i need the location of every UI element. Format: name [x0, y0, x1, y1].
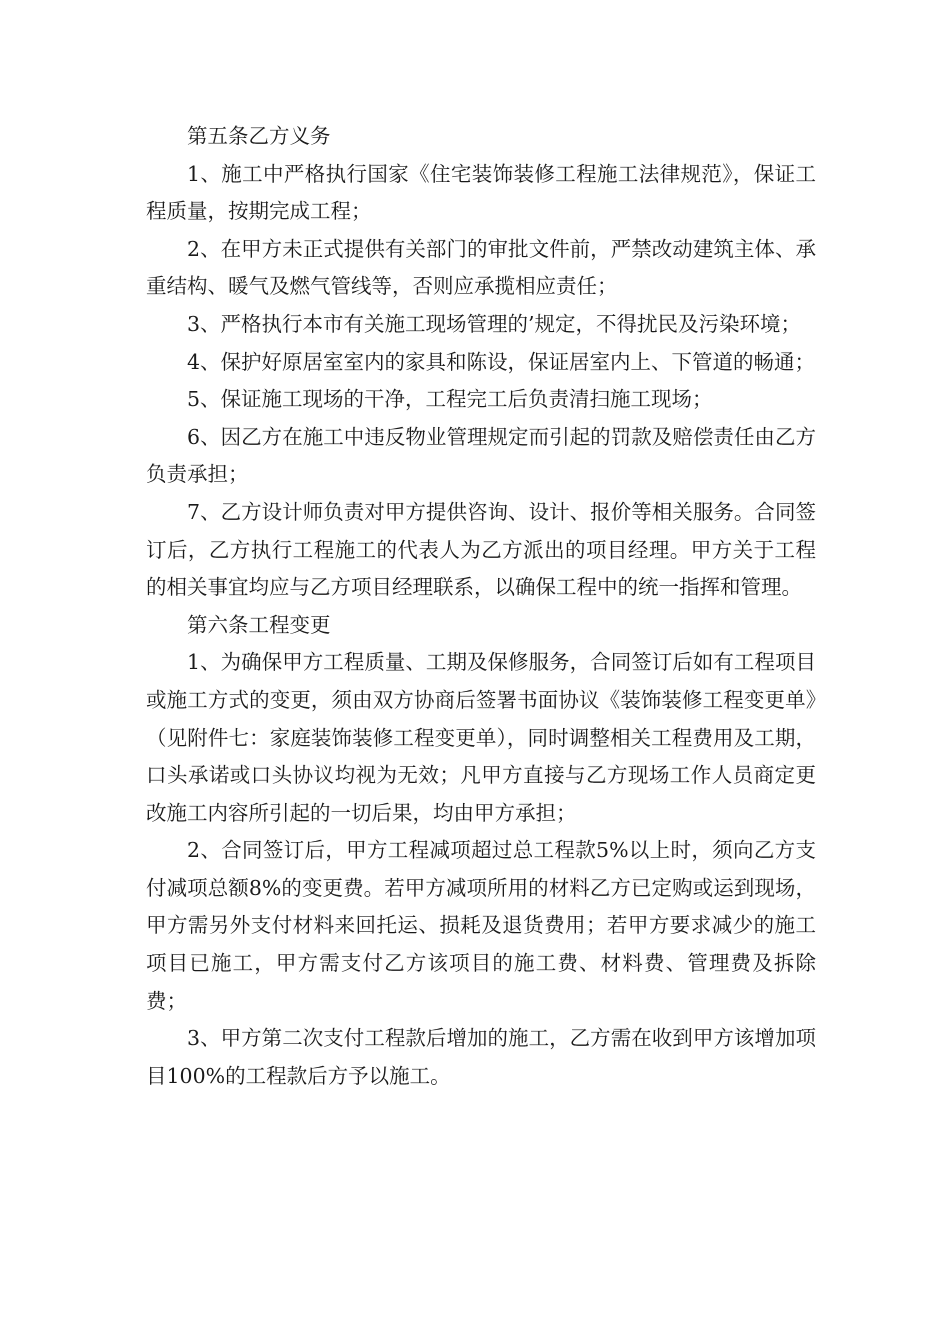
- section-6-item-1: 1、为确保甲方工程质量、工期及保修服务，合同签订后如有工程项目或施工方式的变更，须由双方协商后签署书面协议《装饰装修工程变更单》（见附件七：家庭装饰装修工程变更单），同时调整相关工程费用及工期，口头承诺或口头协议均视为无效；凡甲方直接与乙方现场工作人员商定更改施工内容所引起的一切后果，均由甲方承担；: [146, 650, 816, 825]
- section-5-item-2: 2、在甲方未正式提供有关部门的审批文件前，严禁改动建筑主体、承重结构、暖气及燃气管线等，否则应承揽相应责任；: [146, 236, 816, 299]
- section-6-item-2: 2、合同签订后，甲方工程减项超过总工程款5%以上时，须向乙方支付减项总额8%的变更费。若甲方减项所用的材料乙方已定购或运到现场，甲方需另外支付材料来回托运、损耗及退货费用；若甲方要求减少的施工项目已施工，甲方需支付乙方该项目的施工费、材料费、管理费及拆除费；: [146, 838, 816, 1013]
- section-6-item-3: 3、甲方第二次支付工程款后增加的施工，乙方需在收到甲方该增加项目100%的工程款后方予以施工。: [146, 1026, 816, 1088]
- document-page: [146, 118, 816, 1095]
- section-5-item-6: 6、因乙方在施工中违反物业管理规定而引起的罚款及赔偿责任由乙方负责承担；: [146, 424, 816, 487]
- section-5-item-5: 5、保证施工现场的干净，工程完工后负责清扫施工现场；: [187, 387, 713, 412]
- section-5-item-3: 3、严格执行本市有关施工现场管理的’规定，不得扰民及污染环境；: [187, 311, 802, 336]
- section-5-item-1: 1、施工中严格执行国家《住宅装饰装修工程施工法律规范》，保证工程质量，按期完成工程；: [146, 161, 816, 224]
- section-5-item-4: 4、保护好原居室室内的家具和陈设，保证居室内上、下管道的畅通；: [187, 349, 816, 374]
- section-6-title: 第六条工程变更: [187, 612, 331, 637]
- section-5-item-7: 7、乙方设计师负责对甲方提供咨询、设计、报价等相关服务。合同签订后，乙方执行工程施工的代表人为乙方派出的项目经理。甲方关于工程的相关事宜均应与乙方项目经理联系，以确保工程中的统一指挥和管理。: [146, 499, 816, 600]
- section-5-title: 第五条乙方义务: [187, 124, 331, 148]
